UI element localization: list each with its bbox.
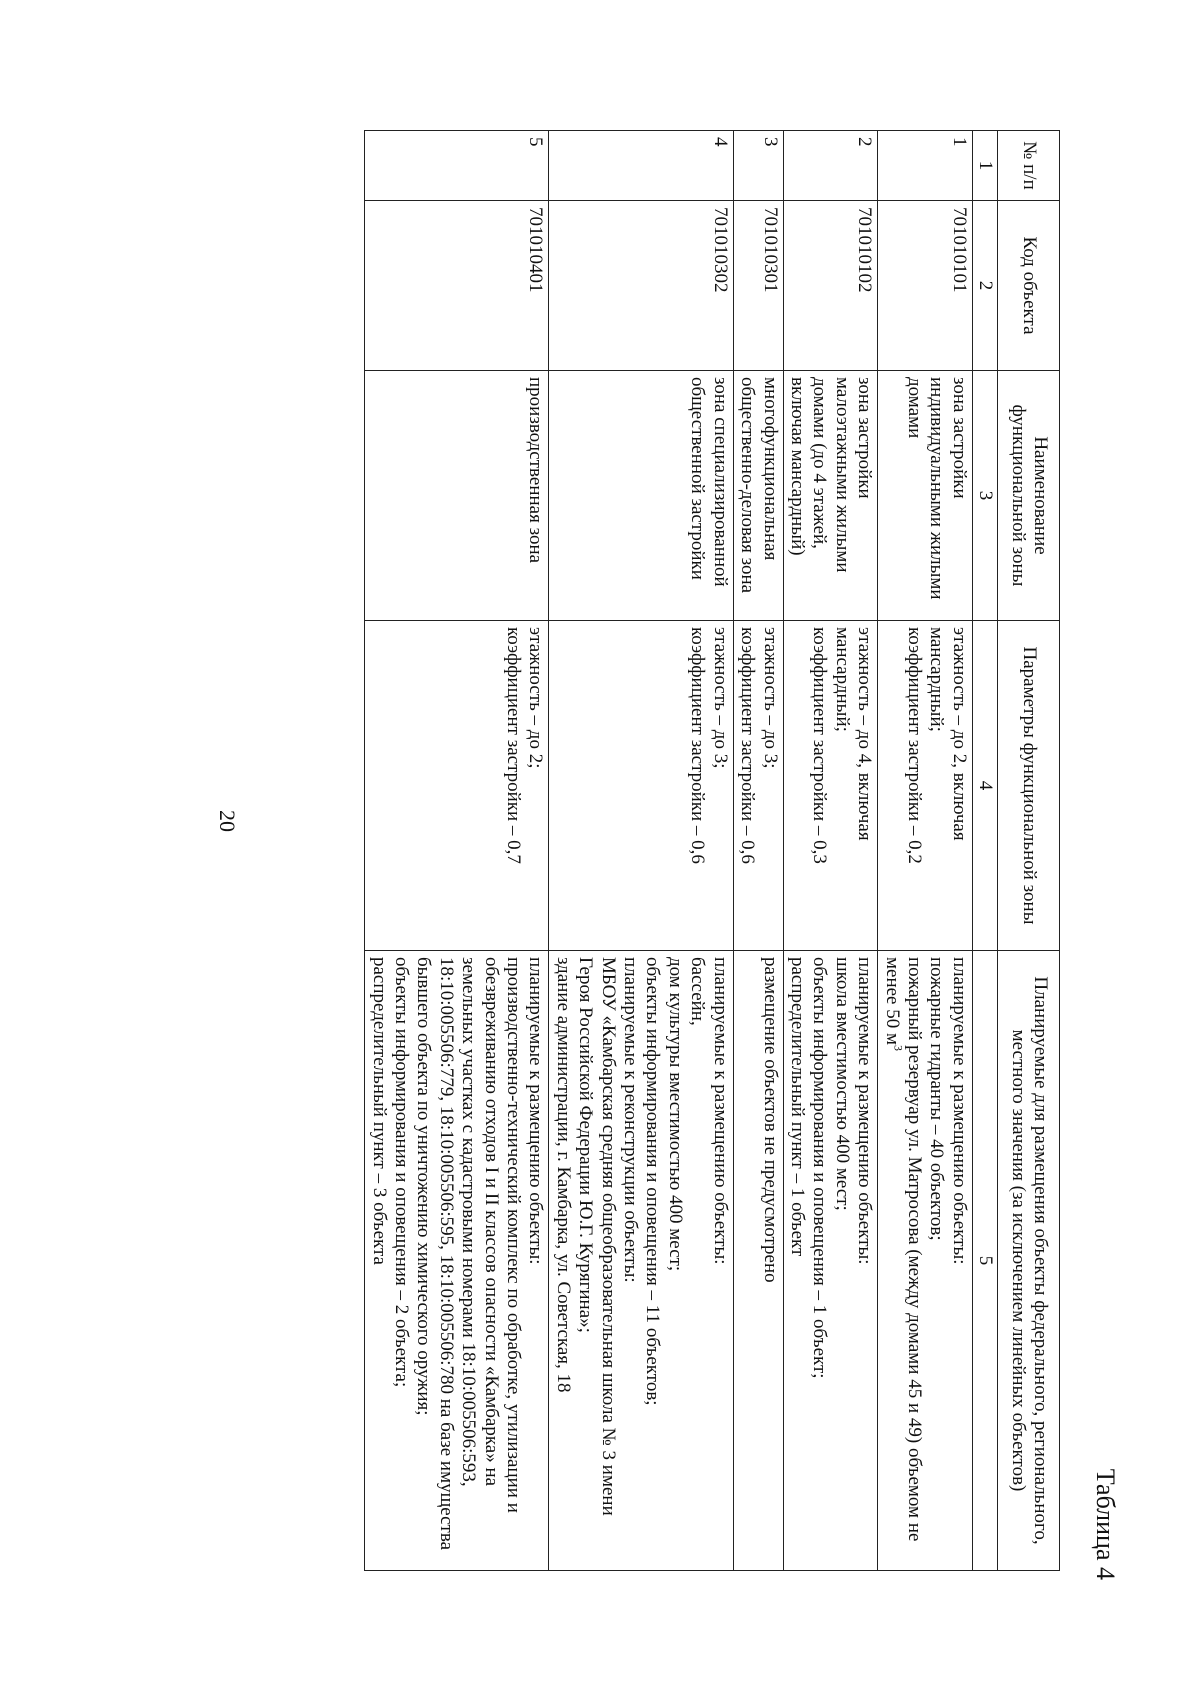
row-number: 5 xyxy=(365,131,549,201)
param-line: коэффициент застройки – 0,3 xyxy=(809,627,831,864)
planning-table xyxy=(364,130,1060,1571)
object-line: дом культуры вместимостью 400 мест; xyxy=(664,957,686,1272)
column-number: 3 xyxy=(972,371,997,621)
header-row xyxy=(998,131,1060,1571)
planned-objects xyxy=(878,951,973,1571)
object-line: объекты информирования и оповещения – 11 объектов; xyxy=(642,957,664,1406)
object-line: размещение объектов не предусмотрено xyxy=(759,957,781,1283)
object-code: 701010401 xyxy=(365,201,549,371)
planned-objects xyxy=(549,951,733,1571)
zone-params xyxy=(783,621,878,951)
row-number: 1 xyxy=(878,131,973,201)
header-zone: Наименование функциональной зоны xyxy=(998,371,1060,621)
rotated-page xyxy=(180,60,1180,1600)
column-number: 5 xyxy=(972,951,997,1571)
object-line: планируемые к размещению объекты: xyxy=(854,957,876,1265)
object-code: 701010101 xyxy=(878,201,973,371)
header-objects: Планируемые для размещения объекты федерального, регионального, местного значения (за исключением линейных объектов) xyxy=(998,951,1060,1571)
table-row xyxy=(878,131,973,1571)
table-row xyxy=(549,131,733,1571)
zone-name: зона застройки малоэтажными жилыми домами (до 4 этажей, включая мансардный) xyxy=(783,371,878,621)
object-code: 701010302 xyxy=(549,201,733,371)
param-line: этажность – до 3; xyxy=(759,627,781,769)
param-line: этажность – до 3; xyxy=(709,627,731,769)
param-line: коэффициент застройки – 0,6 xyxy=(737,627,759,864)
object-line: пожарные гидранты – 40 объектов; xyxy=(926,957,948,1241)
param-line: коэффициент застройки – 0,2 xyxy=(903,627,925,864)
object-line: планируемые к размещению объекты: xyxy=(525,957,547,1265)
zone-name: многофункциональная общественно-деловая зона xyxy=(733,371,783,621)
column-number: 1 xyxy=(972,131,997,201)
zone-params xyxy=(365,621,549,951)
header-code: Код объекта xyxy=(998,201,1060,371)
object-line: распределительный пункт – 1 объект xyxy=(786,957,808,1257)
table-row xyxy=(365,131,549,1571)
planned-objects xyxy=(733,951,783,1571)
object-line: планируемые к размещению объекты: xyxy=(709,957,731,1265)
row-number: 4 xyxy=(549,131,733,201)
header-num: № п/п xyxy=(998,131,1060,201)
object-line: планируемые к размещению объекты: xyxy=(948,957,970,1265)
column-number: 4 xyxy=(972,621,997,951)
object-line: МБОУ «Камбарская средняя общеобразовательная школа № 3 имени Героя Российской Федерации Ю.Г. Курягина»; xyxy=(575,957,619,1516)
object-line: объекты информирования и оповещения – 1 объект; xyxy=(809,957,831,1379)
object-line: бассейн, xyxy=(687,957,709,1026)
zone-name: зона специализированной общественной застройки xyxy=(549,371,733,621)
object-line: объекты информирования и оповещения – 2 объекта; xyxy=(391,957,413,1388)
zone-params xyxy=(549,621,733,951)
column-number-row xyxy=(972,131,997,1571)
object-line: производственно-технический комплекс по обработке, утилизации и обезвреживанию отходов I и II классов опасности «Камбарка» на земельных участках с кадастровыми номерами 18:10:005506:593, 18:10:005506:779, 18:10:005506:595, 18:10:005506:780 на базе имущества бывшего объекта по уничтожению химического оружия; xyxy=(413,957,525,1551)
object-code: 701010102 xyxy=(783,201,878,371)
superscript: 3 xyxy=(890,1045,905,1052)
zone-params xyxy=(733,621,783,951)
object-line: здание администрации, г. Камбарка, ул. Советская, 18 xyxy=(552,957,574,1393)
zone-name: производственная зона xyxy=(365,371,549,621)
param-line: этажность – до 2, включая мансардный; xyxy=(926,627,970,841)
param-line: коэффициент застройки – 0,6 xyxy=(687,627,709,864)
table-row xyxy=(733,131,783,1571)
planned-objects xyxy=(783,951,878,1571)
object-line: распределительный пункт – 3 объекта xyxy=(368,957,390,1265)
page-number: 20 xyxy=(215,810,240,832)
object-line: планируемые к реконструкции объекты: xyxy=(620,957,642,1283)
object-line-text: пожарный резервуар ул. Матросова (между домами 45 и 49) объемом не менее 50 м xyxy=(881,957,925,1542)
planned-objects xyxy=(365,951,549,1571)
param-line: этажность – до 4, включая мансардный; xyxy=(831,627,876,841)
row-number: 2 xyxy=(783,131,878,201)
zone-name: зона застройки индивидуальными жилыми домами xyxy=(878,371,973,621)
header-params: Параметры функциональной зоны xyxy=(998,621,1060,951)
param-line: этажность – до 2; xyxy=(525,627,547,769)
object-line xyxy=(880,957,925,1564)
table-caption: Таблица 4 xyxy=(1091,1468,1120,1580)
table-row xyxy=(783,131,878,1571)
row-number: 3 xyxy=(733,131,783,201)
object-line: школа вместимостью 400 мест; xyxy=(831,957,853,1211)
param-line: коэффициент застройки – 0,7 xyxy=(503,627,525,864)
object-code: 701010301 xyxy=(733,201,783,371)
column-number: 2 xyxy=(972,201,997,371)
zone-params xyxy=(878,621,973,951)
